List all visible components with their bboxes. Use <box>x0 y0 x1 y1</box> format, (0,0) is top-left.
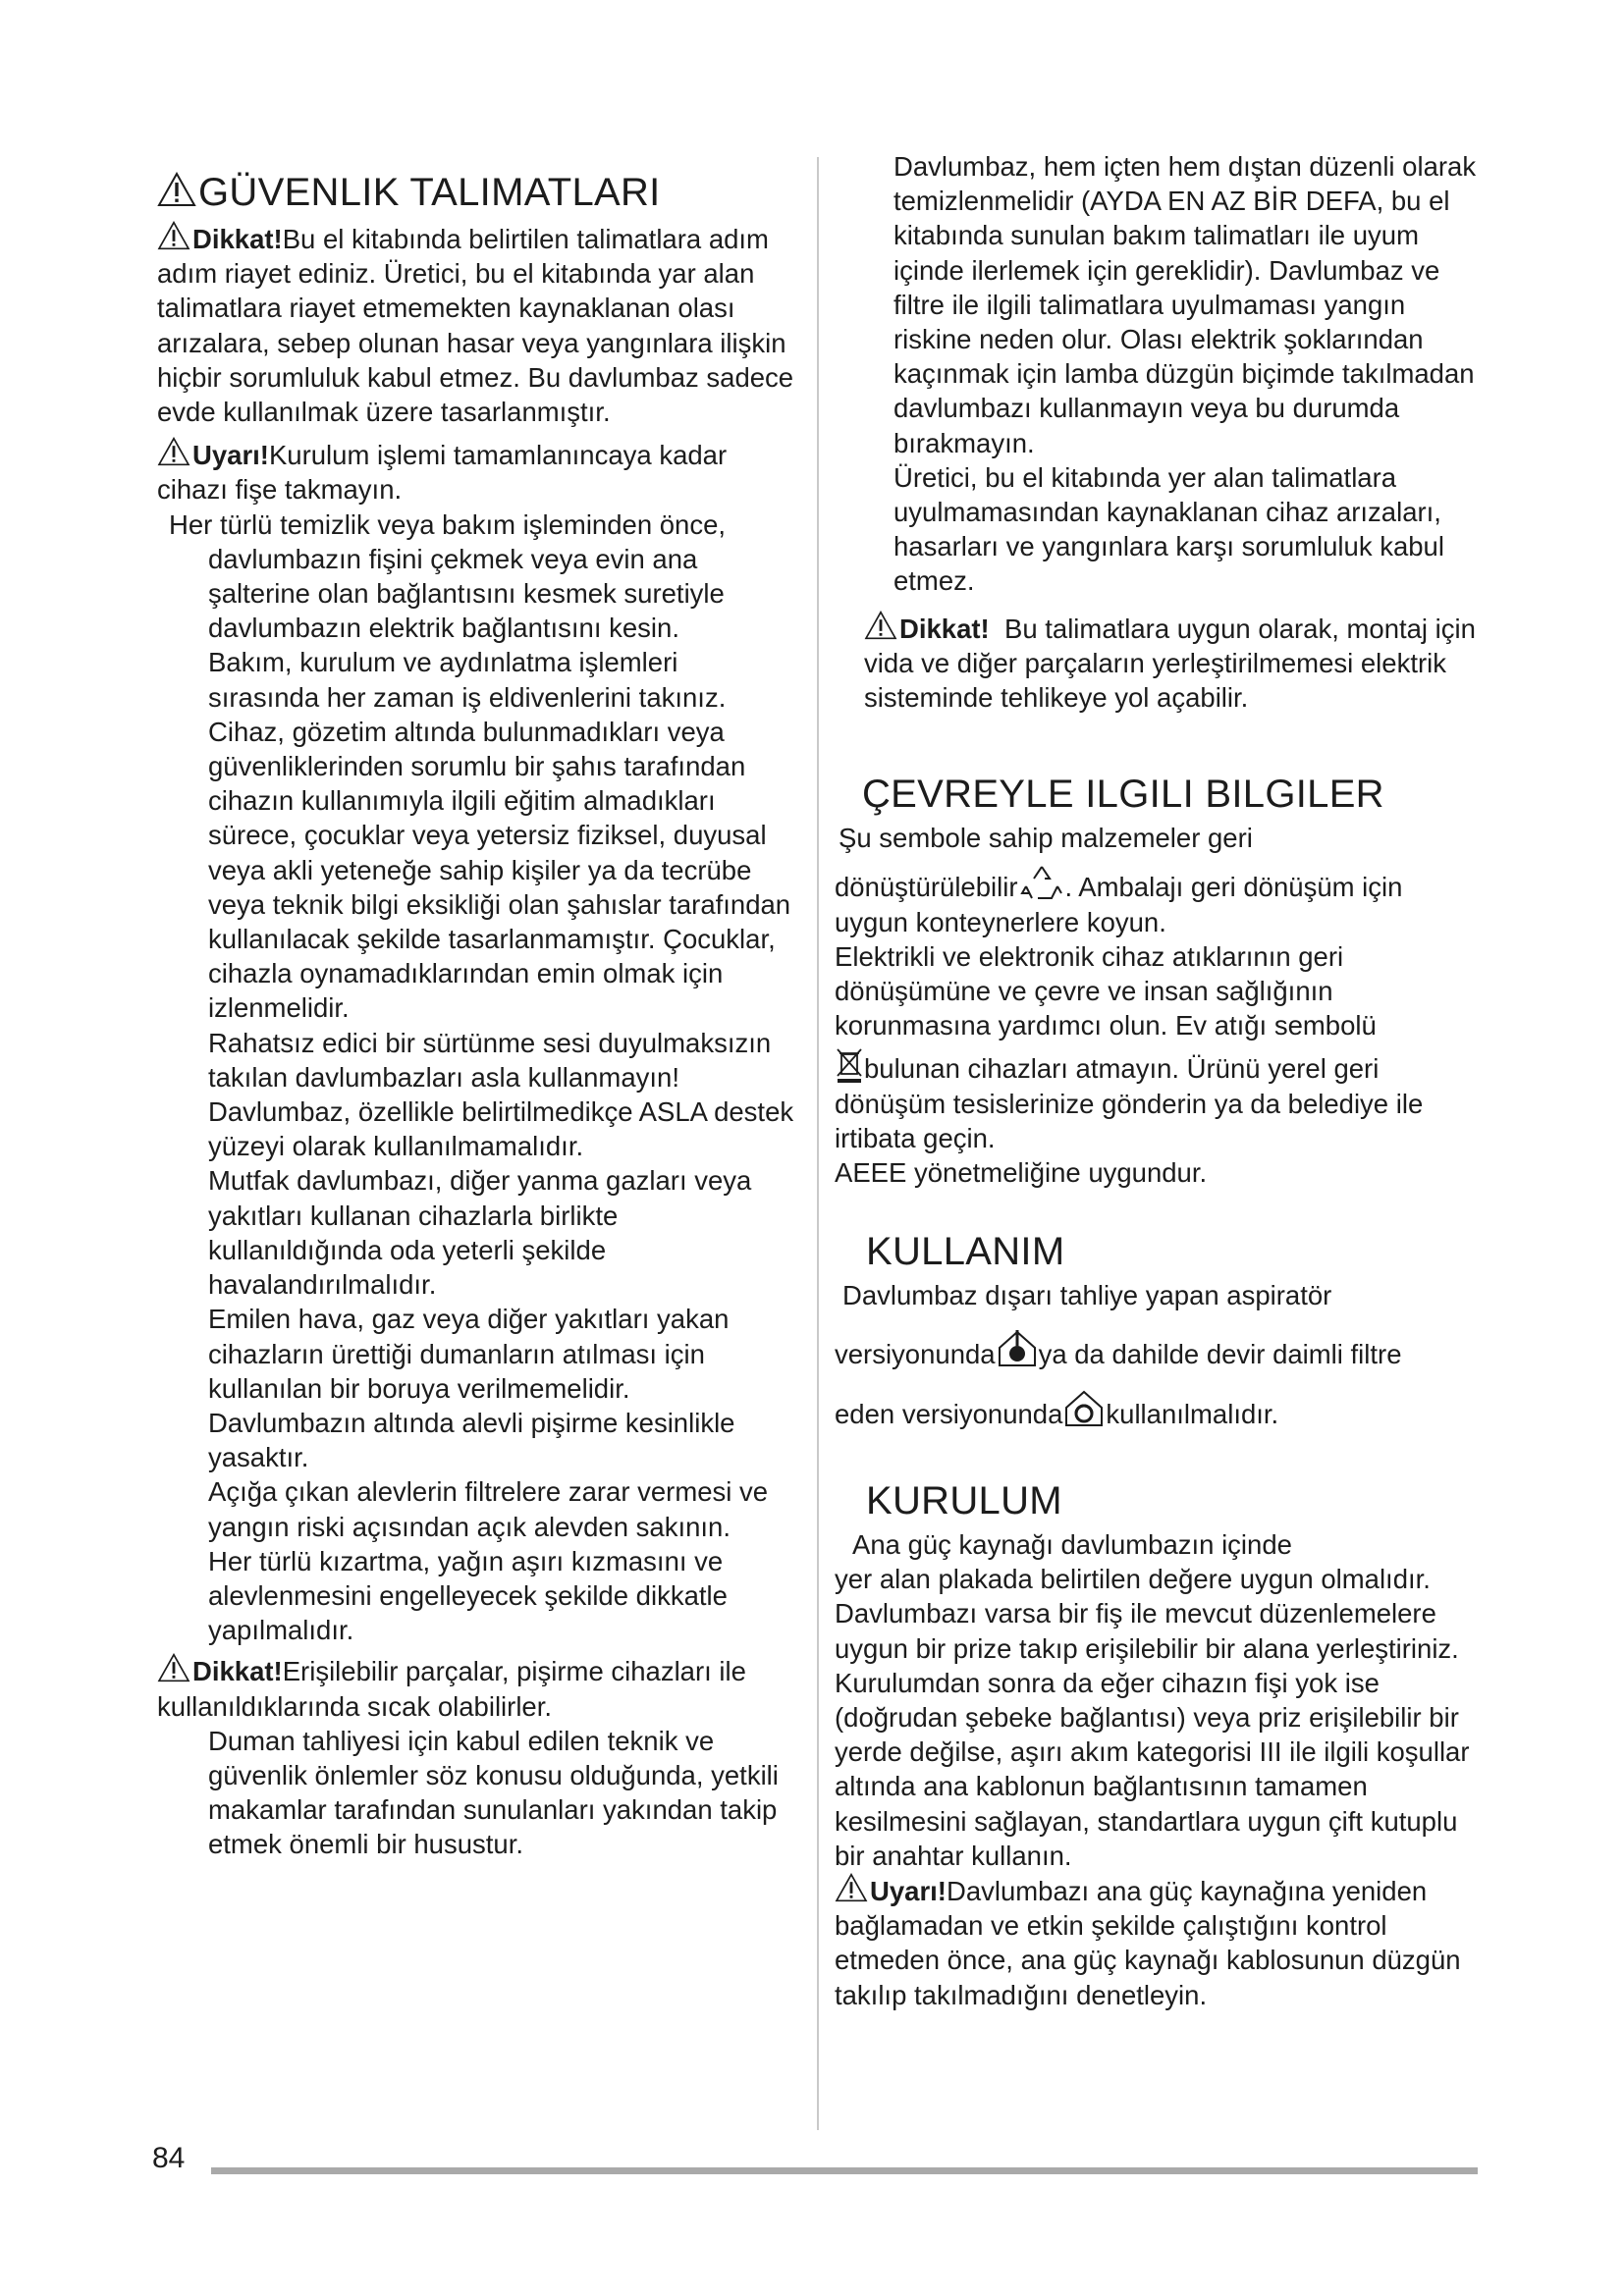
flame-paragraph: Davlumbazın altında alevli pişirme kesinlikle yasaktır. <box>208 1407 735 1473</box>
weee-paragraph: Elektrikli ve elektronik cihaz atıklarının geri dönüşümüne ve çevre ve insan sağlığının korunmasına yardımcı olun. Ev atığı sembolü <box>835 940 1377 1041</box>
recirculation-mode-icon <box>1062 1386 1106 1429</box>
usage-title: KULLANIM <box>866 1230 1065 1274</box>
left-column <box>157 152 795 1862</box>
weee-paragraph-2: bulunan cihazları atmayın. Ürünü yerel geri dönüşüm tesislerinize gönderin ya da belediye ile irtibata geçin. <box>835 1046 1483 1155</box>
recycle-icon <box>1018 863 1065 902</box>
warning-icon <box>835 1873 868 1902</box>
footer-bar <box>211 2167 1478 2174</box>
environment-line: Şu sembole sahip malzemeler geri <box>839 823 1253 854</box>
safety-title: GÜVENLIK TALIMATLARI <box>157 170 795 215</box>
warning-paragraph: Uyarı!Kurulum işlemi tamamlanıncaya kadar cihazı fişe takmayın. <box>157 437 795 507</box>
cleaning-paragraph: Her türlü temizlik veya bakım işleminden önce, davlumbazın fişini çekmek veya evin ana şalterine olan bağlantısını kesmek suretiyle davlumbazın elektrik bağlantısını kesin. <box>169 508 727 644</box>
noise-paragraph: Rahatsız edici bir sürtünme sesi duyulmaksızın takılan davlumbazları asla kullanmayın! <box>208 1027 772 1093</box>
caution-paragraph-2: Dikkat!Erişilebilir parçalar, pişirme cihazları ile kullanıldıklarında sıcak olabilirler. <box>157 1653 795 1723</box>
authorities-paragraph: Duman tahliyesi için kabul edilen teknik ve güvenlik önlemler söz konusu olduğunda, yetkili makamlar tarafından sunulanları yakından takip etmek önemli bir husustur. <box>208 1725 779 1860</box>
right-column <box>835 149 1483 2012</box>
cleaning-schedule-paragraph: Davlumbaz, hem içten hem dıştan düzenli olarak temizlenmelidir (AYDA EN AZ BİR DEFA, bu el kitabında sunulan bakım talimatları ile uyum içinde ilerlemek için gereklidir). Davlumbaz ve filtre ile ilgili talimatlara uyulmaması yangın riskine neden olur. Olası elektrik şoklarından kaçınmak için lamba düzgün biçimde takılmadan davlumbazı kullanmayın veya bu durumda bırakmayın. <box>893 151 1477 458</box>
warning-icon <box>157 1653 190 1682</box>
column-divider <box>817 157 819 2130</box>
page-number: 84 <box>152 2142 186 2174</box>
installation-title: KURULUM <box>866 1478 1062 1522</box>
frying-paragraph: Her türlü kızartma, yağın aşırı kızmasını ve alevlenmesini engelleyecek şekilde dikkatle yapılmalıdır. <box>208 1545 728 1646</box>
caution-paragraph-right: Dikkat! Bu talimatlara uygun olarak, montaj için vida ve diğer parçaların yerleştirilmemesi elektrik sisteminde tehlikeye yol açabilir. <box>835 611 1483 716</box>
exhaust-paragraph: Emilen hava, gaz veya diğer yakıtları yakan cihazların ürettiği dumanların atılması için kullanılan bir boruya verilmemelidir. <box>208 1304 730 1404</box>
extraction-mode-icon <box>996 1326 1039 1369</box>
warning-icon <box>157 172 196 207</box>
warning-icon <box>157 437 190 466</box>
crossed-bin-icon <box>835 1046 864 1084</box>
liability-paragraph: Üretici, bu el kitabında yer alan talimatlara uyulmamasından kaynaklanan cihaz arızaları, hasarları ve yangınlara karşı sorumluluk kabul etmez. <box>893 461 1444 597</box>
open-flame-paragraph: Açığa çıkan alevlerin filtrelere zarar vermesi ve yangın riski açısından açık alevden sakının. <box>208 1476 769 1542</box>
warning-paragraph-right: Uyarı!Davlumbazı ana güç kaynağına yeniden bağlamadan ve etkin şekilde çalıştığını kontrol etmeden önce, ana güç kaynağı kablosunun düzgün takılıp takılmadığını denetleyin. <box>835 1873 1483 2012</box>
ventilation-paragraph: Mutfak davlumbazı, diğer yanma gazları veya yakıtları kullanan cihazlarla birlikte kullanıldığında oda yeterli şekilde havalandırılmalıdır. <box>208 1165 752 1301</box>
weee-compliance: AEEE yönetmeliğine uygundur. <box>835 1157 1208 1189</box>
installation-line: Ana güç kaynağı davlumbazın içinde <box>852 1528 1292 1560</box>
warning-icon <box>157 221 190 250</box>
gloves-paragraph: Bakım, kurulum ve aydınlatma işlemleri sırasında her zaman iş eldivenlerini takınız. Cihaz, gözetim altında bulunmadıkları veya güvenliklerinden sorumlu bir şahıs tarafından cihazın kullanımıyla ilgili eğitim almadıkları sürece, çocuklar veya yetersiz fiziksel, duyusal veya akli yeteneğe sahip kişiler ya da tecrübe veya teknik bilgi eksikliği olan şahıslar tarafından kullanılacak şekilde tasarlanmamıştır. Çocuklar, cihazla oynamadıklarından emin olmak için izlenmelidir. <box>208 647 791 1024</box>
environment-title: ÇEVREYLE ILGILI BILGILER <box>862 773 1384 817</box>
caution-paragraph: Dikkat!Bu el kitabında belirtilen talimatlara adım adım riayet ediniz. Üretici, bu el kitabında yar alan talimatlara riayet etmemekten kaynaklanan olası arızalara, sebep olunan hasar veya yangınlara ilişkin hiçbir sorumluluk kabul etmez. Bu davlumbaz sadece evde kullanılmak üzere tasarlanmıştır. <box>157 221 795 429</box>
support-paragraph: Davlumbaz, özellikle belirtilmedikçe ASLA destek yüzeyi olarak kullanılmamalıdır. <box>208 1096 794 1162</box>
installation-paragraph: yer alan plakada belirtilen değere uygun olmalıdır. Davlumbazı varsa bir fiş ile mevcut düzenlemelere uygun bir prize takıp erişilebilir bir alana yerleştiriniz. Kurulumdan sonra da eğer cihazın fişi yok ise (doğrudan şebeke bağlantısı) veya priz erişilebilir bir yerde değilse, aşırı akım kategorisi III ile ilgili koşullar altında ana kablonun bağlantısının tamamen kesilmesini sağlayan, standartlara uygun çift kutuplu bir anahtar kullanın. <box>835 1564 1470 1871</box>
usage-line-1: Davlumbaz dışarı tahliye yapan aspiratör <box>842 1280 1332 1311</box>
environment-recycle: dönüştürülebilir . Ambalajı geri dönüşüm için uygun konteynerlere koyun. <box>835 863 1483 938</box>
usage-line-2: versiyonunda ya da dahilde devir daimli filtre <box>835 1326 1483 1371</box>
warning-icon <box>864 611 897 640</box>
usage-line-3: eden versiyonunda kullanılmalıdır. <box>835 1386 1483 1431</box>
